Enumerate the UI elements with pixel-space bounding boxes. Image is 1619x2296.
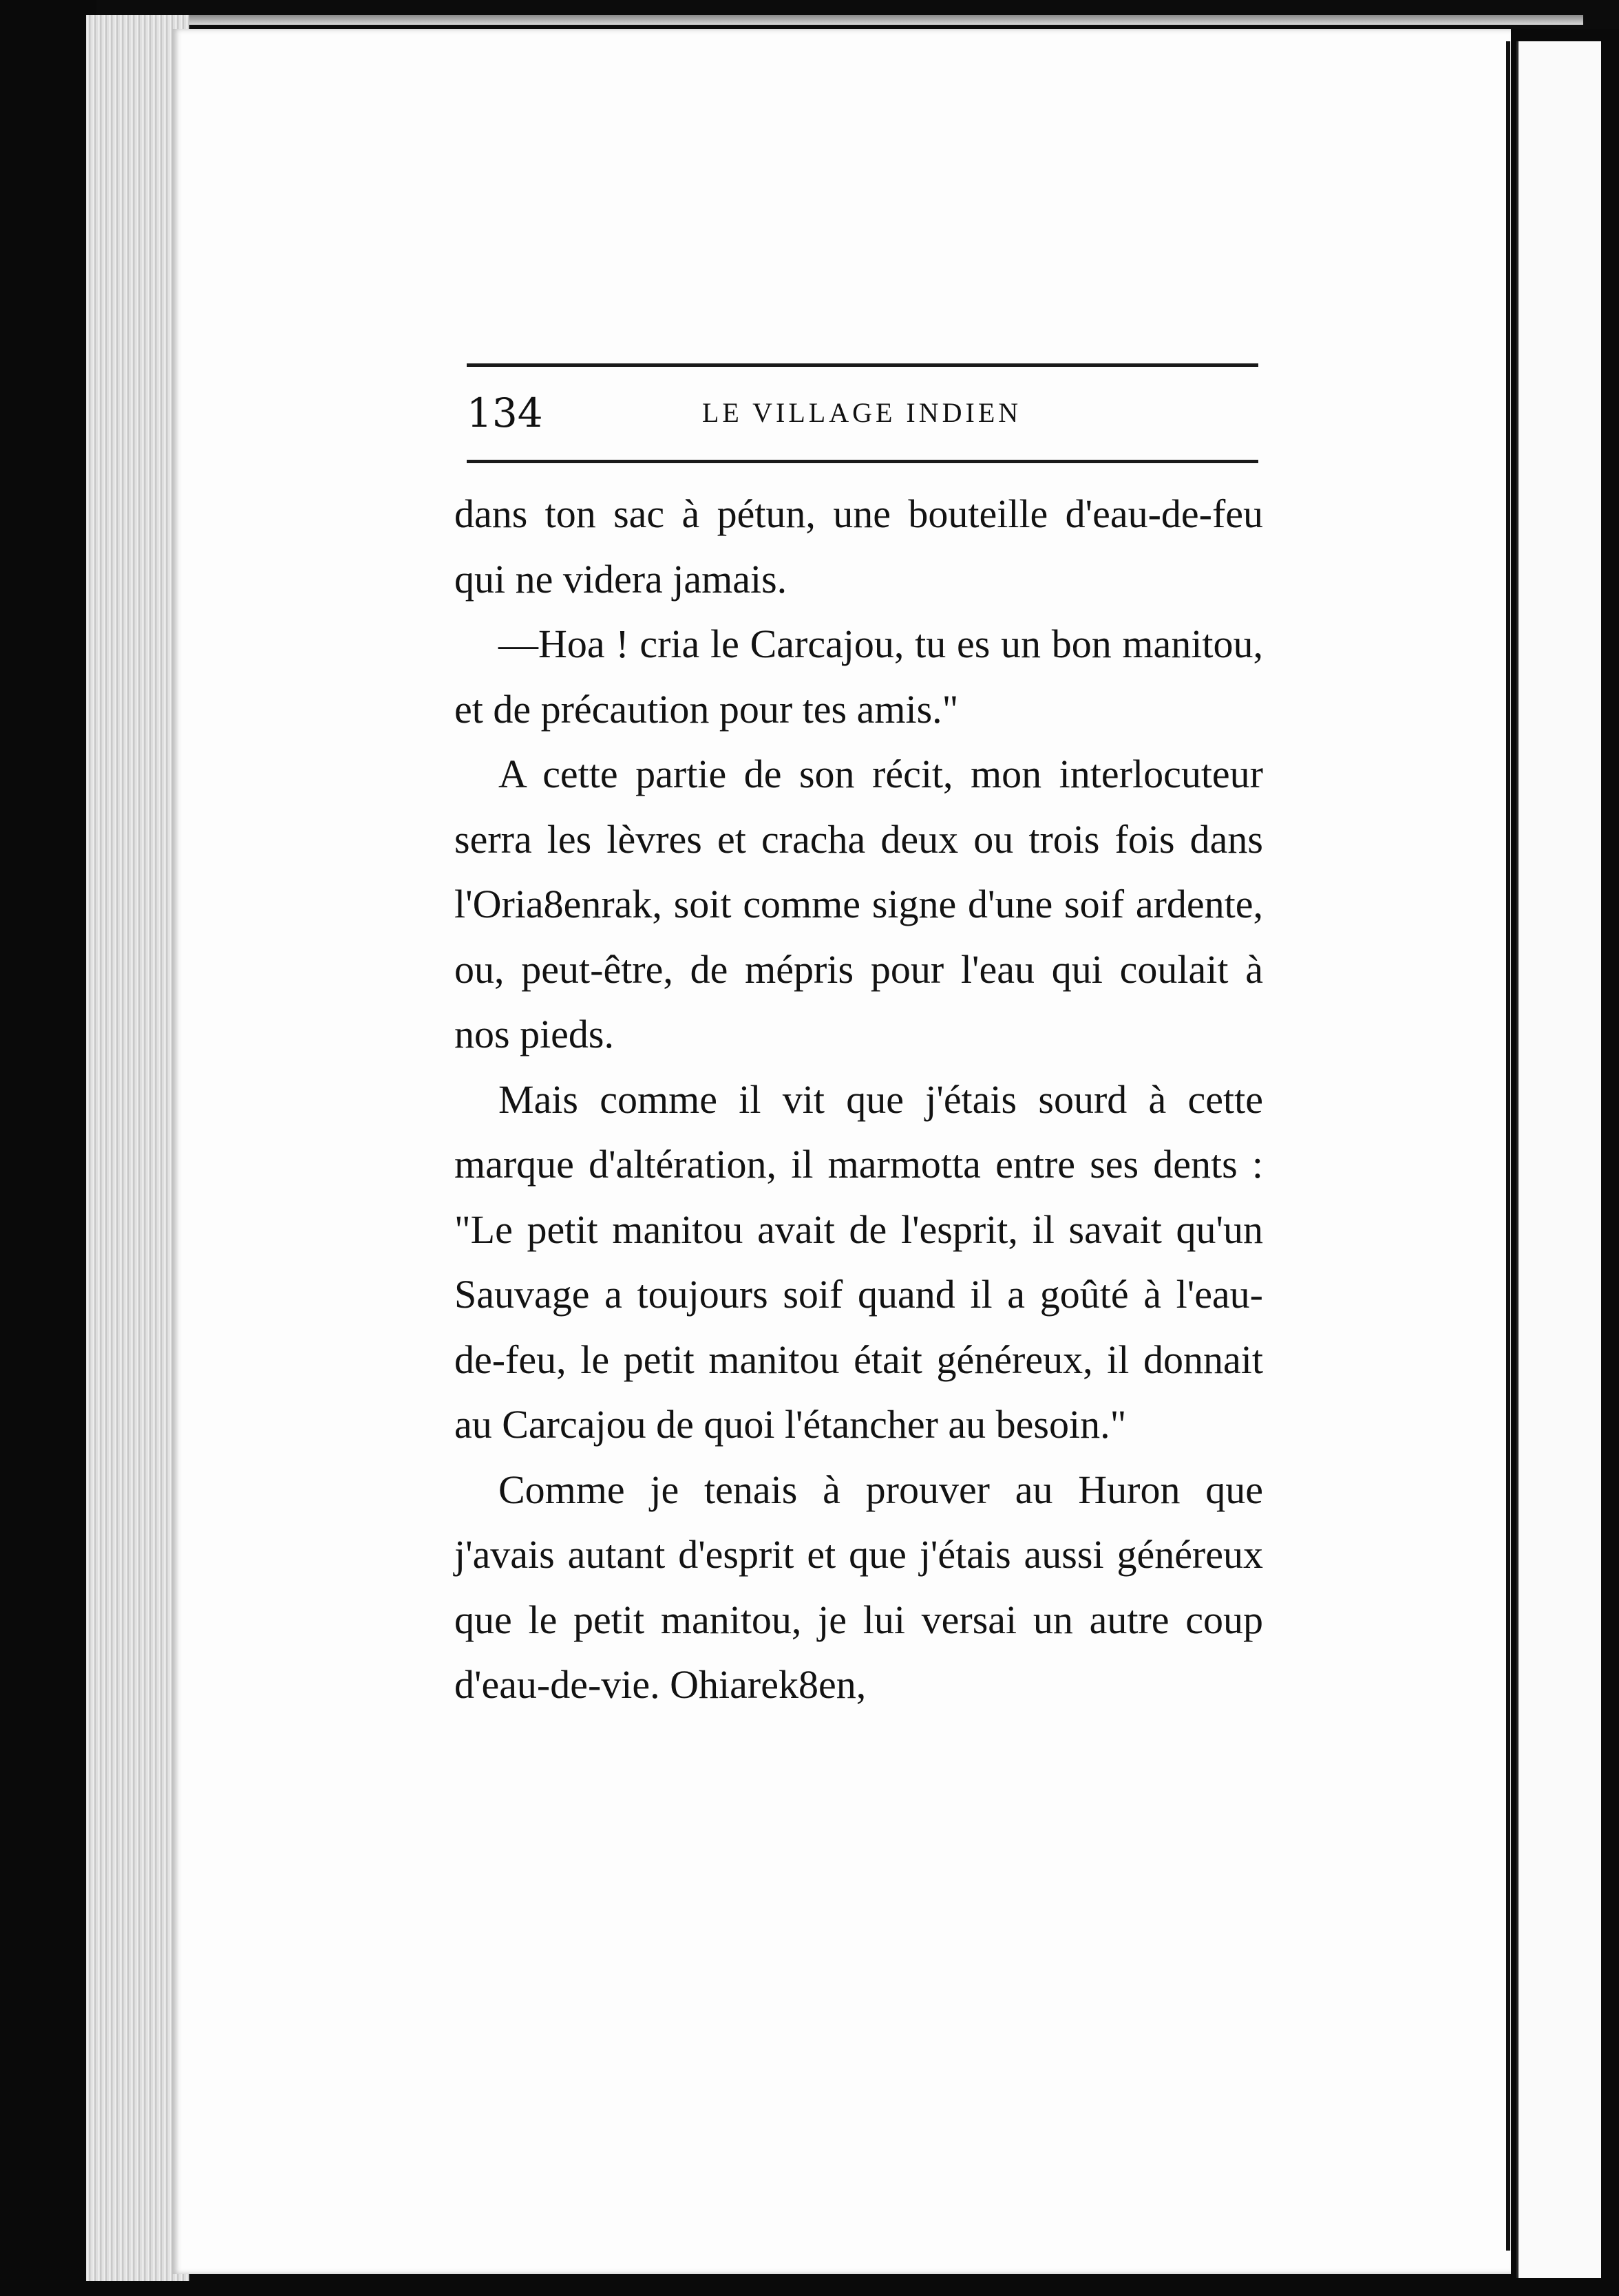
paragraph: Mais comme il vit que j'étais sourd à cette marque d'altération, il marmotta entre ses dents : "Le petit manitou avait de l'esprit, il savait qu'un Sauvage a toujours soif quand il a goûté à l'eau-de-feu, le petit manitou était généreux, il donnait au Carcajou de quoi l'étancher au besoin." <box>454 1076 1263 1447</box>
facing-page-edge <box>1516 41 1601 2278</box>
running-head <box>467 363 1258 463</box>
header-rule-top <box>467 363 1258 367</box>
book-top-edge <box>138 15 1583 25</box>
paragraph: Comme je tenais à prouver au Huron que j'avais autant d'esprit et que j'étais aussi généreux que le petit manitou, je lui versai un autre coup d'eau-de-vie. Ohiarek8en, <box>454 1467 1263 1707</box>
page-number: 134 <box>467 390 543 436</box>
paragraph: —Hoa ! cria le Carcajou, tu es un bon manitou, et de précaution pour tes amis." <box>454 621 1263 732</box>
paragraph: A cette partie de son récit, mon interlocuteur serra les lèvres et cracha deux ou trois fois dans l'Oria8enrak, soit comme signe d'une soif ardente, ou, peut-être, de mépris pour l'eau qui coulait à nos pieds. <box>454 752 1263 1056</box>
header-rule-bottom <box>467 460 1258 463</box>
gutter-shadow <box>1506 41 1510 2251</box>
paragraph-continuation: dans ton sac à pétun, une bouteille d'eau-de-feu qui ne videra jamais. <box>454 491 1263 602</box>
body-text <box>454 482 1263 1718</box>
running-title: LE VILLAGE INDIEN <box>702 397 1022 428</box>
